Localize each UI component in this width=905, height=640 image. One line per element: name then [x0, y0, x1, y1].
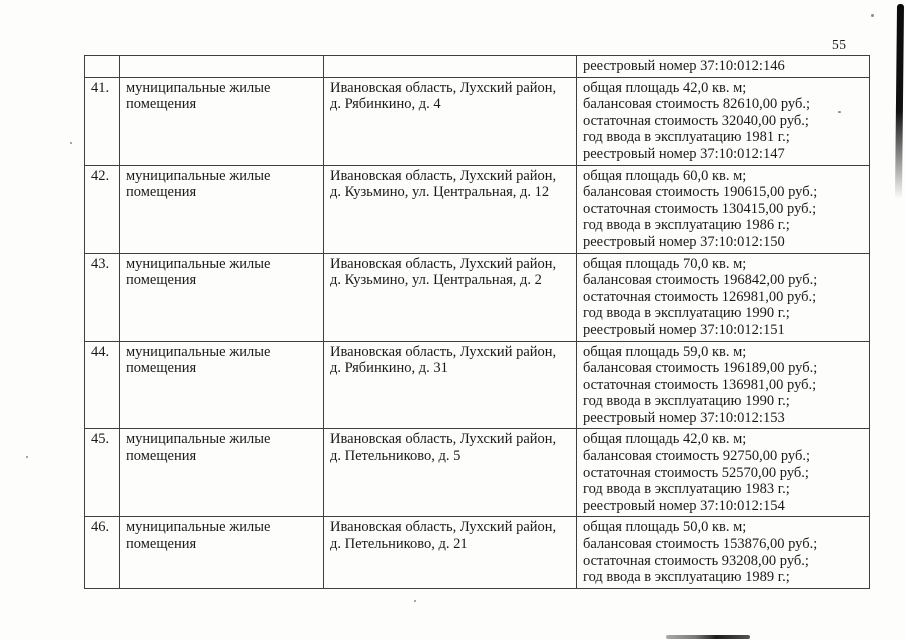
cell-address: Ивановская область, Лухский район, д. Рябинкино, д. 4	[324, 77, 577, 165]
cell-number: 42.	[85, 165, 120, 253]
cell-name: муниципальные жилые помещения	[120, 517, 324, 589]
scan-speck	[871, 14, 874, 17]
cell-name: муниципальные жилые помещения	[120, 165, 324, 253]
cell-number: 45.	[85, 429, 120, 517]
cell-details: реестровый номер 37:10:012:146	[577, 56, 870, 78]
cell-details: общая площадь 42,0 кв. м; балансовая стоимость 82610,00 руб.; остаточная стоимость 32040,00 руб.; год ввода в эксплуатацию 1981 г.; реестровый номер 37:10:012:147	[577, 77, 870, 165]
cell-address: Ивановская область, Лухский район, д. Кузьмино, ул. Центральная, д. 12	[324, 165, 577, 253]
table-row	[85, 429, 870, 517]
cell-details: общая площадь 59,0 кв. м; балансовая стоимость 196189,00 руб.; остаточная стоимость 136981,00 руб.; год ввода в эксплуатацию 1990 г.; реестровый номер 37:10:012:153	[577, 341, 870, 429]
cell-name: муниципальные жилые помещения	[120, 253, 324, 341]
cell-number: 44.	[85, 341, 120, 429]
table-row-continuation	[85, 56, 870, 78]
scan-speck	[838, 111, 841, 113]
cell-name: муниципальные жилые помещения	[120, 429, 324, 517]
cell-number: 46.	[85, 517, 120, 589]
cell-details: общая площадь 70,0 кв. м; балансовая стоимость 196842,00 руб.; остаточная стоимость 126981,00 руб.; год ввода в эксплуатацию 1990 г.; реестровый номер 37:10:012:151	[577, 253, 870, 341]
cell-details: общая площадь 50,0 кв. м; балансовая стоимость 153876,00 руб.; остаточная стоимость 93208,00 руб.; год ввода в эксплуатацию 1989 г.;	[577, 517, 870, 589]
cell-name: муниципальные жилые помещения	[120, 77, 324, 165]
scan-speck	[414, 600, 416, 602]
table-row	[85, 341, 870, 429]
scan-artifact-right-edge	[895, 4, 904, 199]
page-number: 55	[832, 37, 847, 52]
cell-name: муниципальные жилые помещения	[120, 341, 324, 429]
cell-address	[324, 56, 577, 78]
cell-details: общая площадь 42,0 кв. м; балансовая стоимость 92750,00 руб.; остаточная стоимость 52570,00 руб.; год ввода в эксплуатацию 1983 г.; реестровый номер 37:10:012:154	[577, 429, 870, 517]
table-row	[85, 77, 870, 165]
property-register-table	[84, 55, 870, 589]
cell-address: Ивановская область, Лухский район, д. Рябинкино, д. 31	[324, 341, 577, 429]
scan-speck	[26, 456, 28, 458]
table-row	[85, 253, 870, 341]
scan-speck	[70, 142, 72, 144]
cell-address: Ивановская область, Лухский район, д. Петельниково, д. 21	[324, 517, 577, 589]
cell-details: общая площадь 60,0 кв. м; балансовая стоимость 190615,00 руб.; остаточная стоимость 130415,00 руб.; год ввода в эксплуатацию 1986 г.; реестровый номер 37:10:012:150	[577, 165, 870, 253]
cell-address: Ивановская область, Лухский район, д. Кузьмино, ул. Центральная, д. 2	[324, 253, 577, 341]
table-row	[85, 517, 870, 589]
cell-number: 41.	[85, 77, 120, 165]
table-row	[85, 165, 870, 253]
cell-name	[120, 56, 324, 78]
cell-number	[85, 56, 120, 78]
cell-number: 43.	[85, 253, 120, 341]
cell-address: Ивановская область, Лухский район, д. Петельниково, д. 5	[324, 429, 577, 517]
scan-artifact-bottom-smudge	[666, 635, 750, 639]
